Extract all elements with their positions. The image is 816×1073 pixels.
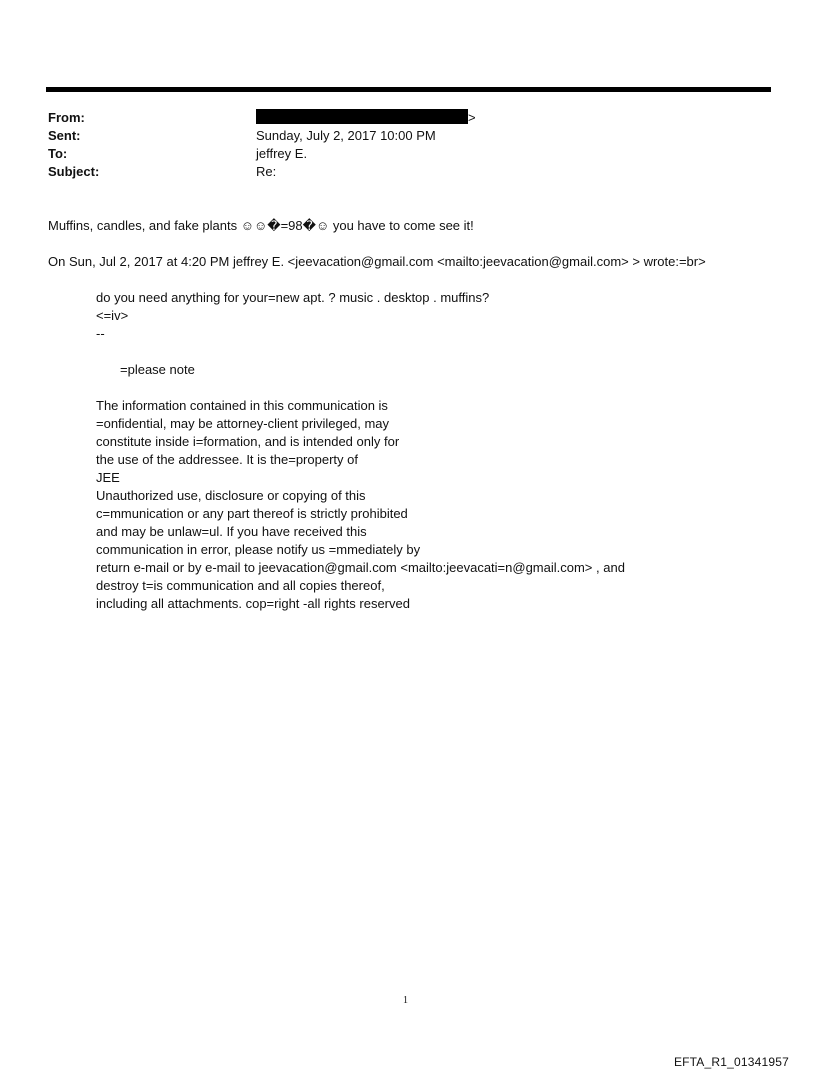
quoted-message [96, 289, 625, 613]
page-number: 1 [403, 995, 408, 1006]
sent-value: Sunday, July 2, 2017 10:00 PM [256, 128, 436, 143]
redaction-block [256, 109, 468, 124]
sent-label: Sent: [48, 128, 81, 143]
quote-line: return e-mail or by e-mail to jeevacation@gmail.com <mailto:jeevacati=n@gmail.com> , and [96, 560, 625, 575]
document-id-stamp: EFTA_R1_01341957 [673, 1055, 789, 1069]
quote-line: communication in error, please notify us =mmediately by [96, 542, 421, 557]
subject-label: Subject: [48, 164, 100, 179]
to-value: jeffrey E. [256, 146, 308, 161]
header-rule [46, 87, 771, 92]
quote-line: constitute inside i=formation, and is intended only for [96, 434, 400, 449]
from-value [256, 109, 476, 127]
quote-line: JEE [96, 470, 120, 485]
to-label: To: [48, 146, 68, 161]
quote-line [96, 343, 625, 361]
message-body-line: Muffins, candles, and fake plants ☺☺�=98�☺ you have to come see it! [48, 218, 474, 233]
quote-line: including all attachments. cop=right -all rights reserved [96, 596, 410, 611]
email-header [48, 109, 748, 181]
to-row [48, 145, 748, 163]
from-label: From: [48, 110, 85, 125]
quote-line: destroy t=is communication and all copies thereof, [96, 578, 385, 593]
quote-line: -- [96, 326, 105, 341]
reply-attribution: On Sun, Jul 2, 2017 at 4:20 PM jeffrey E. <jeevacation@gmail.com <mailto:jeevacation@gmail.com> > wrote:=br> [48, 254, 706, 269]
quote-line: and may be unlaw=ul. If you have received this [96, 524, 367, 539]
quote-line: Unauthorized use, disclosure or copying of this [96, 488, 366, 503]
sent-row [48, 127, 748, 145]
quote-line: do you need anything for your=new apt. ? music . desktop . muffins? [96, 290, 490, 305]
quote-line: The information contained in this communication is [96, 398, 388, 413]
subject-value: Re: [256, 164, 277, 179]
subject-row [48, 163, 748, 181]
quote-line: =onfidential, may be attorney-client privileged, may [96, 416, 390, 431]
quote-line: =please note [120, 362, 195, 377]
from-suffix: > [468, 110, 476, 125]
quote-line: c=mmunication or any part thereof is strictly prohibited [96, 506, 408, 521]
from-row [48, 109, 748, 127]
quote-line [96, 379, 625, 397]
quote-line: the use of the addressee. It is the=property of [96, 452, 358, 467]
quote-line: <=iv> [96, 308, 129, 323]
